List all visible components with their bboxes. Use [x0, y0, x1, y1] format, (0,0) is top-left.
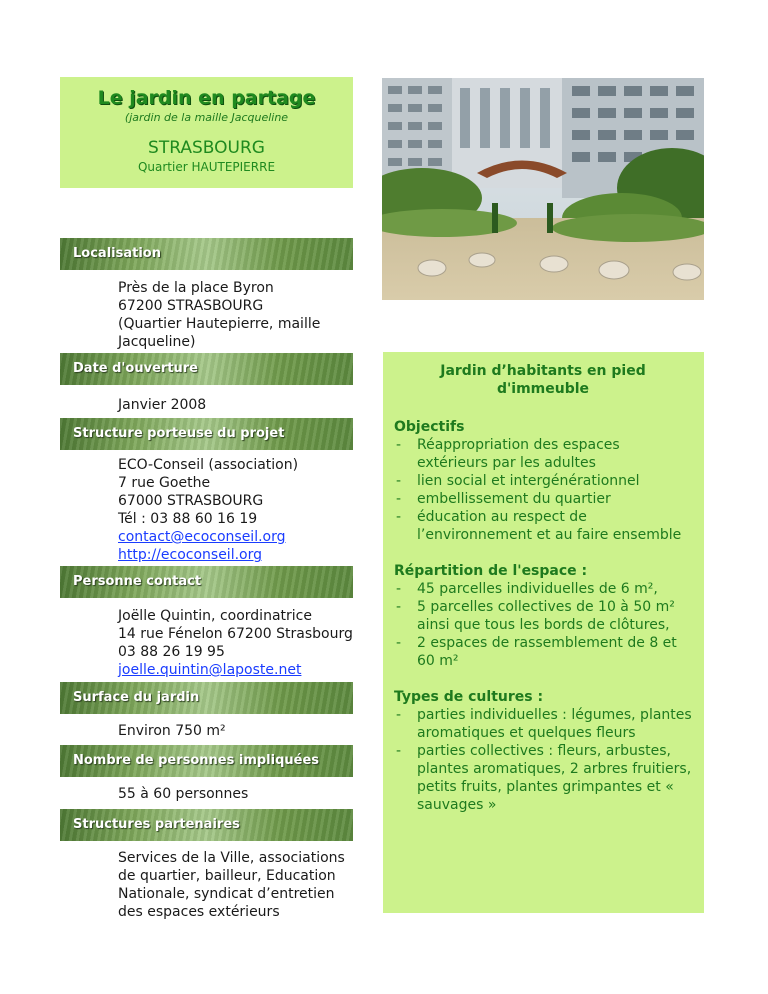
list-item: - éducation au respect de l’environnement et au faire ensemble: [394, 508, 692, 544]
localisation-line: (Quartier Hautepierre, maille: [118, 316, 321, 332]
list-item: - parties collectives : fleurs, arbustes, plantes aromatiques, 2 arbres fruitiers, petits fruits, plantes grimpantes et « sauvages »: [394, 742, 692, 814]
contact-line: Joëlle Quintin, coordinatrice: [118, 608, 312, 624]
structure-line: 7 rue Goethe: [118, 475, 211, 491]
partenaires-info: [118, 849, 363, 921]
objectifs-title: Objectifs: [394, 419, 465, 435]
section-bar-ouverture: Date d'ouverture: [60, 353, 353, 385]
description-box: [383, 352, 704, 913]
surface-info: [118, 722, 368, 740]
structure-website-link[interactable]: http://ecoconseil.org: [118, 547, 262, 563]
contact-info: [118, 607, 368, 679]
localisation-line: Près de la place Byron: [118, 280, 274, 296]
list-item: - lien social et intergénérationnel: [394, 472, 692, 490]
section-bar-localisation: Localisation: [60, 238, 353, 270]
list-item: - Réappropriation des espaces extérieurs par les adultes: [394, 436, 692, 472]
page-subtitle: (jardin de la maille Jacqueline: [124, 111, 289, 124]
structure-line: Tél : 03 88 60 16 19: [118, 511, 258, 527]
ouverture-info: [118, 396, 368, 414]
list-item: - 45 parcelles individuelles de 6 m²,: [394, 580, 692, 598]
contact-email-link[interactable]: joelle.quintin@laposte.net: [118, 662, 302, 678]
localisation-line: Jacqueline): [118, 334, 196, 350]
structure-email-link[interactable]: contact@ecoconseil.org: [118, 529, 286, 545]
localisation-line: 67200 STRASBOURG: [118, 298, 264, 314]
list-item: - parties individuelles : légumes, plantes aromatiques et quelques fleurs: [394, 706, 692, 742]
city-name: STRASBOURG: [148, 138, 265, 158]
structure-line: ECO-Conseil (association): [118, 457, 299, 473]
contact-line: 03 88 26 19 95: [118, 644, 225, 660]
repartition-section: [394, 562, 692, 670]
surface-value: Environ 750 m²: [118, 723, 226, 739]
section-bar-contact: Personne contact: [60, 566, 353, 598]
page-title: Le jardin en partage: [97, 87, 316, 109]
description-title: Jardin d’habitants en pied d'immeuble: [440, 363, 646, 397]
section-bar-surface: Surface du jardin: [60, 682, 353, 714]
section-bar-structure: Structure porteuse du projet: [60, 418, 353, 450]
objectifs-section: [394, 418, 692, 544]
personnes-value: 55 à 60 personnes: [118, 786, 249, 802]
structure-line: 67000 STRASBOURG: [118, 493, 264, 509]
cultures-section: [394, 688, 692, 814]
list-item: - 2 espaces de rassemblement de 8 et 60 m²: [394, 634, 692, 670]
repartition-title: Répartition de l'espace :: [394, 563, 588, 579]
partenaires-text: Services de la Ville, associations de quartier, bailleur, Education Nationale, syndicat d’entretien des espaces extérieurs: [118, 850, 345, 920]
contact-line: 14 rue Fénelon 67200 Strasbourg: [118, 626, 353, 642]
section-bar-partenaires: Structures partenaires: [60, 809, 353, 841]
structure-info: [118, 456, 368, 564]
localisation-info: [118, 279, 368, 351]
title-box: [60, 77, 353, 188]
garden-photo: [382, 78, 704, 300]
personnes-info: [118, 785, 368, 803]
section-bar-personnes: Nombre de personnes impliquées: [60, 745, 353, 777]
list-item: - embellissement du quartier: [394, 490, 692, 508]
district-name: Quartier HAUTEPIERRE: [137, 160, 276, 174]
ouverture-value: Janvier 2008: [118, 397, 207, 413]
cultures-title: Types de cultures :: [394, 689, 544, 705]
list-item: - 5 parcelles collectives de 10 à 50 m² ainsi que tous les bords de clôtures,: [394, 598, 692, 634]
